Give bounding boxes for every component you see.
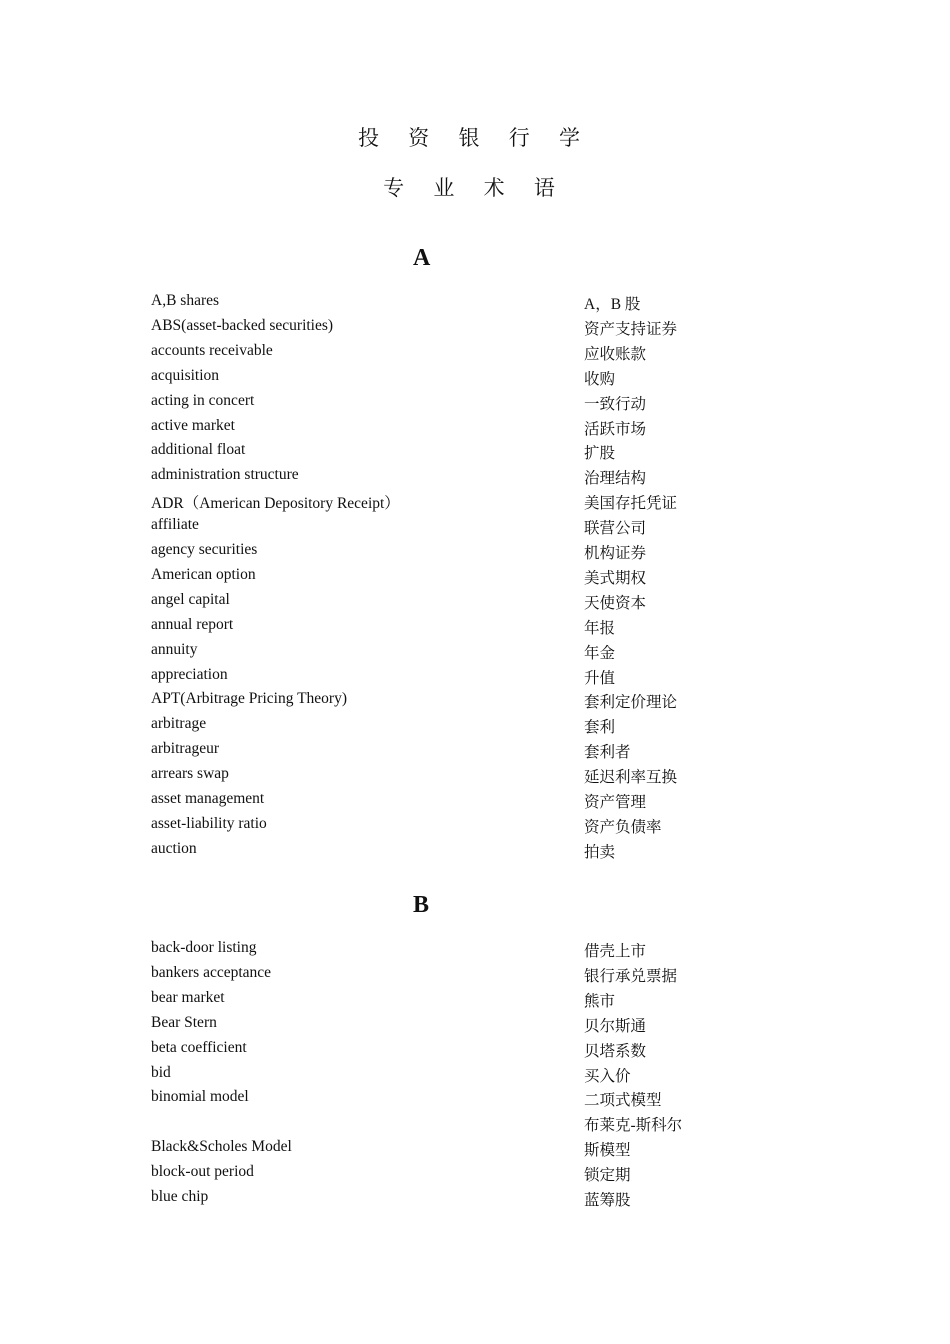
glossary-row bbox=[151, 840, 791, 865]
term-english: binomial model bbox=[151, 1088, 249, 1106]
glossary-row bbox=[151, 939, 791, 964]
glossary-row bbox=[151, 616, 791, 641]
term-chinese: 应收账款 bbox=[584, 345, 647, 363]
glossary-row bbox=[151, 1064, 791, 1089]
glossary-row bbox=[151, 491, 791, 516]
term-chinese: 年金 bbox=[584, 644, 616, 662]
term-chinese: 美式期权 bbox=[584, 569, 647, 587]
term-chinese: 套利定价理论 bbox=[584, 694, 678, 712]
term-english: bear market bbox=[151, 988, 225, 1006]
glossary-row bbox=[151, 417, 791, 442]
glossary-row bbox=[151, 367, 791, 392]
term-english: arbitrage bbox=[151, 715, 207, 733]
term-english: ADR（American Depository Receipt） bbox=[151, 495, 400, 513]
glossary-row bbox=[151, 740, 791, 765]
term-chinese: 锁定期 bbox=[584, 1167, 631, 1185]
term-chinese: 治理结构 bbox=[584, 470, 647, 488]
glossary-row bbox=[151, 591, 791, 616]
term-chinese: 套利者 bbox=[584, 744, 631, 762]
term-english: American option bbox=[151, 565, 256, 583]
term-chinese: 活跃市场 bbox=[584, 420, 647, 438]
glossary-row bbox=[151, 715, 791, 740]
term-chinese: 资产负债率 bbox=[584, 818, 662, 836]
glossary-row bbox=[151, 1113, 791, 1138]
term-english: affiliate bbox=[151, 516, 199, 534]
term-english: acquisition bbox=[151, 366, 220, 384]
term-english: asset management bbox=[151, 790, 265, 807]
term-chinese: 买入价 bbox=[584, 1067, 631, 1085]
glossary-row bbox=[151, 1088, 791, 1113]
term-chinese: 延迟利率互换 bbox=[584, 769, 678, 787]
glossary-row bbox=[151, 466, 791, 491]
glossary-row bbox=[151, 541, 791, 566]
term-english: agency securities bbox=[151, 541, 258, 558]
term-chinese: 收购 bbox=[584, 370, 616, 388]
term-chinese: A，B 股 bbox=[584, 296, 641, 313]
glossary-row bbox=[151, 815, 791, 840]
section-letter-a: A bbox=[413, 245, 431, 271]
document-subtitle: 专 业 术 语 bbox=[383, 176, 567, 200]
glossary-row bbox=[151, 1039, 791, 1064]
document-title: 投 资 银 行 学 bbox=[358, 126, 592, 150]
term-chinese: 扩股 bbox=[584, 445, 616, 463]
glossary-row bbox=[151, 765, 791, 790]
term-english: acting in concert bbox=[151, 391, 255, 409]
term-chinese: 年报 bbox=[584, 619, 616, 637]
term-english: APT(Arbitrage Pricing Theory) bbox=[151, 690, 347, 708]
term-english: back-door listing bbox=[151, 939, 257, 956]
term-english: auction bbox=[151, 839, 197, 857]
glossary-row bbox=[151, 964, 791, 989]
term-chinese: 一致行动 bbox=[584, 395, 647, 413]
glossary-row bbox=[151, 441, 791, 466]
term-english: angel capital bbox=[151, 590, 230, 608]
glossary-row bbox=[151, 989, 791, 1014]
term-chinese: 银行承兑票据 bbox=[584, 967, 678, 985]
term-chinese: 套利 bbox=[584, 719, 616, 737]
term-english: A,B shares bbox=[151, 292, 220, 309]
term-chinese: 资产管理 bbox=[584, 794, 647, 811]
term-chinese: 二项式模型 bbox=[584, 1092, 662, 1110]
glossary-row bbox=[151, 690, 791, 715]
term-english: administration structure bbox=[151, 466, 299, 484]
term-chinese: 借壳上市 bbox=[584, 943, 647, 960]
term-english: ABS(asset-backed securities) bbox=[151, 316, 334, 334]
glossary-row bbox=[151, 641, 791, 666]
glossary-row bbox=[151, 392, 791, 417]
term-english: arbitrageur bbox=[151, 740, 219, 758]
term-english: arrears swap bbox=[151, 765, 229, 783]
term-chinese: 天使资本 bbox=[584, 594, 647, 612]
glossary-row bbox=[151, 566, 791, 591]
term-chinese: 资产支持证券 bbox=[584, 320, 678, 338]
term-english: beta coefficient bbox=[151, 1038, 247, 1056]
term-english: active market bbox=[151, 416, 235, 434]
term-chinese: 机构证券 bbox=[584, 545, 647, 562]
term-english: additional float bbox=[151, 441, 246, 459]
term-chinese: 贝尔斯通 bbox=[584, 1017, 647, 1035]
glossary-row bbox=[151, 1188, 791, 1213]
term-english: block-out period bbox=[151, 1163, 254, 1181]
term-english: annuity bbox=[151, 640, 198, 658]
term-chinese: 联营公司 bbox=[584, 520, 647, 538]
term-english: bankers acceptance bbox=[151, 963, 272, 981]
term-english: asset-liability ratio bbox=[151, 814, 267, 832]
glossary-row bbox=[151, 317, 791, 342]
term-chinese: 蓝筹股 bbox=[584, 1192, 631, 1209]
term-chinese: 拍卖 bbox=[584, 843, 616, 861]
term-chinese: 升值 bbox=[584, 669, 616, 687]
glossary-row bbox=[151, 790, 791, 815]
term-english: bid bbox=[151, 1063, 171, 1081]
term-english: annual report bbox=[151, 615, 234, 633]
term-english: Black&Scholes Model bbox=[151, 1138, 292, 1156]
term-chinese: 贝塔系数 bbox=[584, 1042, 647, 1060]
term-english: blue chip bbox=[151, 1188, 209, 1205]
glossary-row bbox=[151, 516, 791, 541]
term-chinese: 布莱克-斯科尔 bbox=[584, 1117, 683, 1135]
term-chinese: 熊市 bbox=[584, 992, 616, 1010]
glossary-row bbox=[151, 1138, 791, 1163]
glossary-row bbox=[151, 666, 791, 691]
glossary-row bbox=[151, 1014, 791, 1039]
section-letter-b: B bbox=[413, 892, 430, 918]
term-chinese: 斯模型 bbox=[584, 1142, 631, 1160]
term-english: accounts receivable bbox=[151, 341, 273, 359]
glossary-row bbox=[151, 342, 791, 367]
term-english: appreciation bbox=[151, 665, 228, 683]
term-english: Bear Stern bbox=[151, 1013, 217, 1031]
glossary-row bbox=[151, 1163, 791, 1188]
glossary-row bbox=[151, 292, 791, 317]
term-chinese: 美国存托凭证 bbox=[584, 495, 678, 513]
